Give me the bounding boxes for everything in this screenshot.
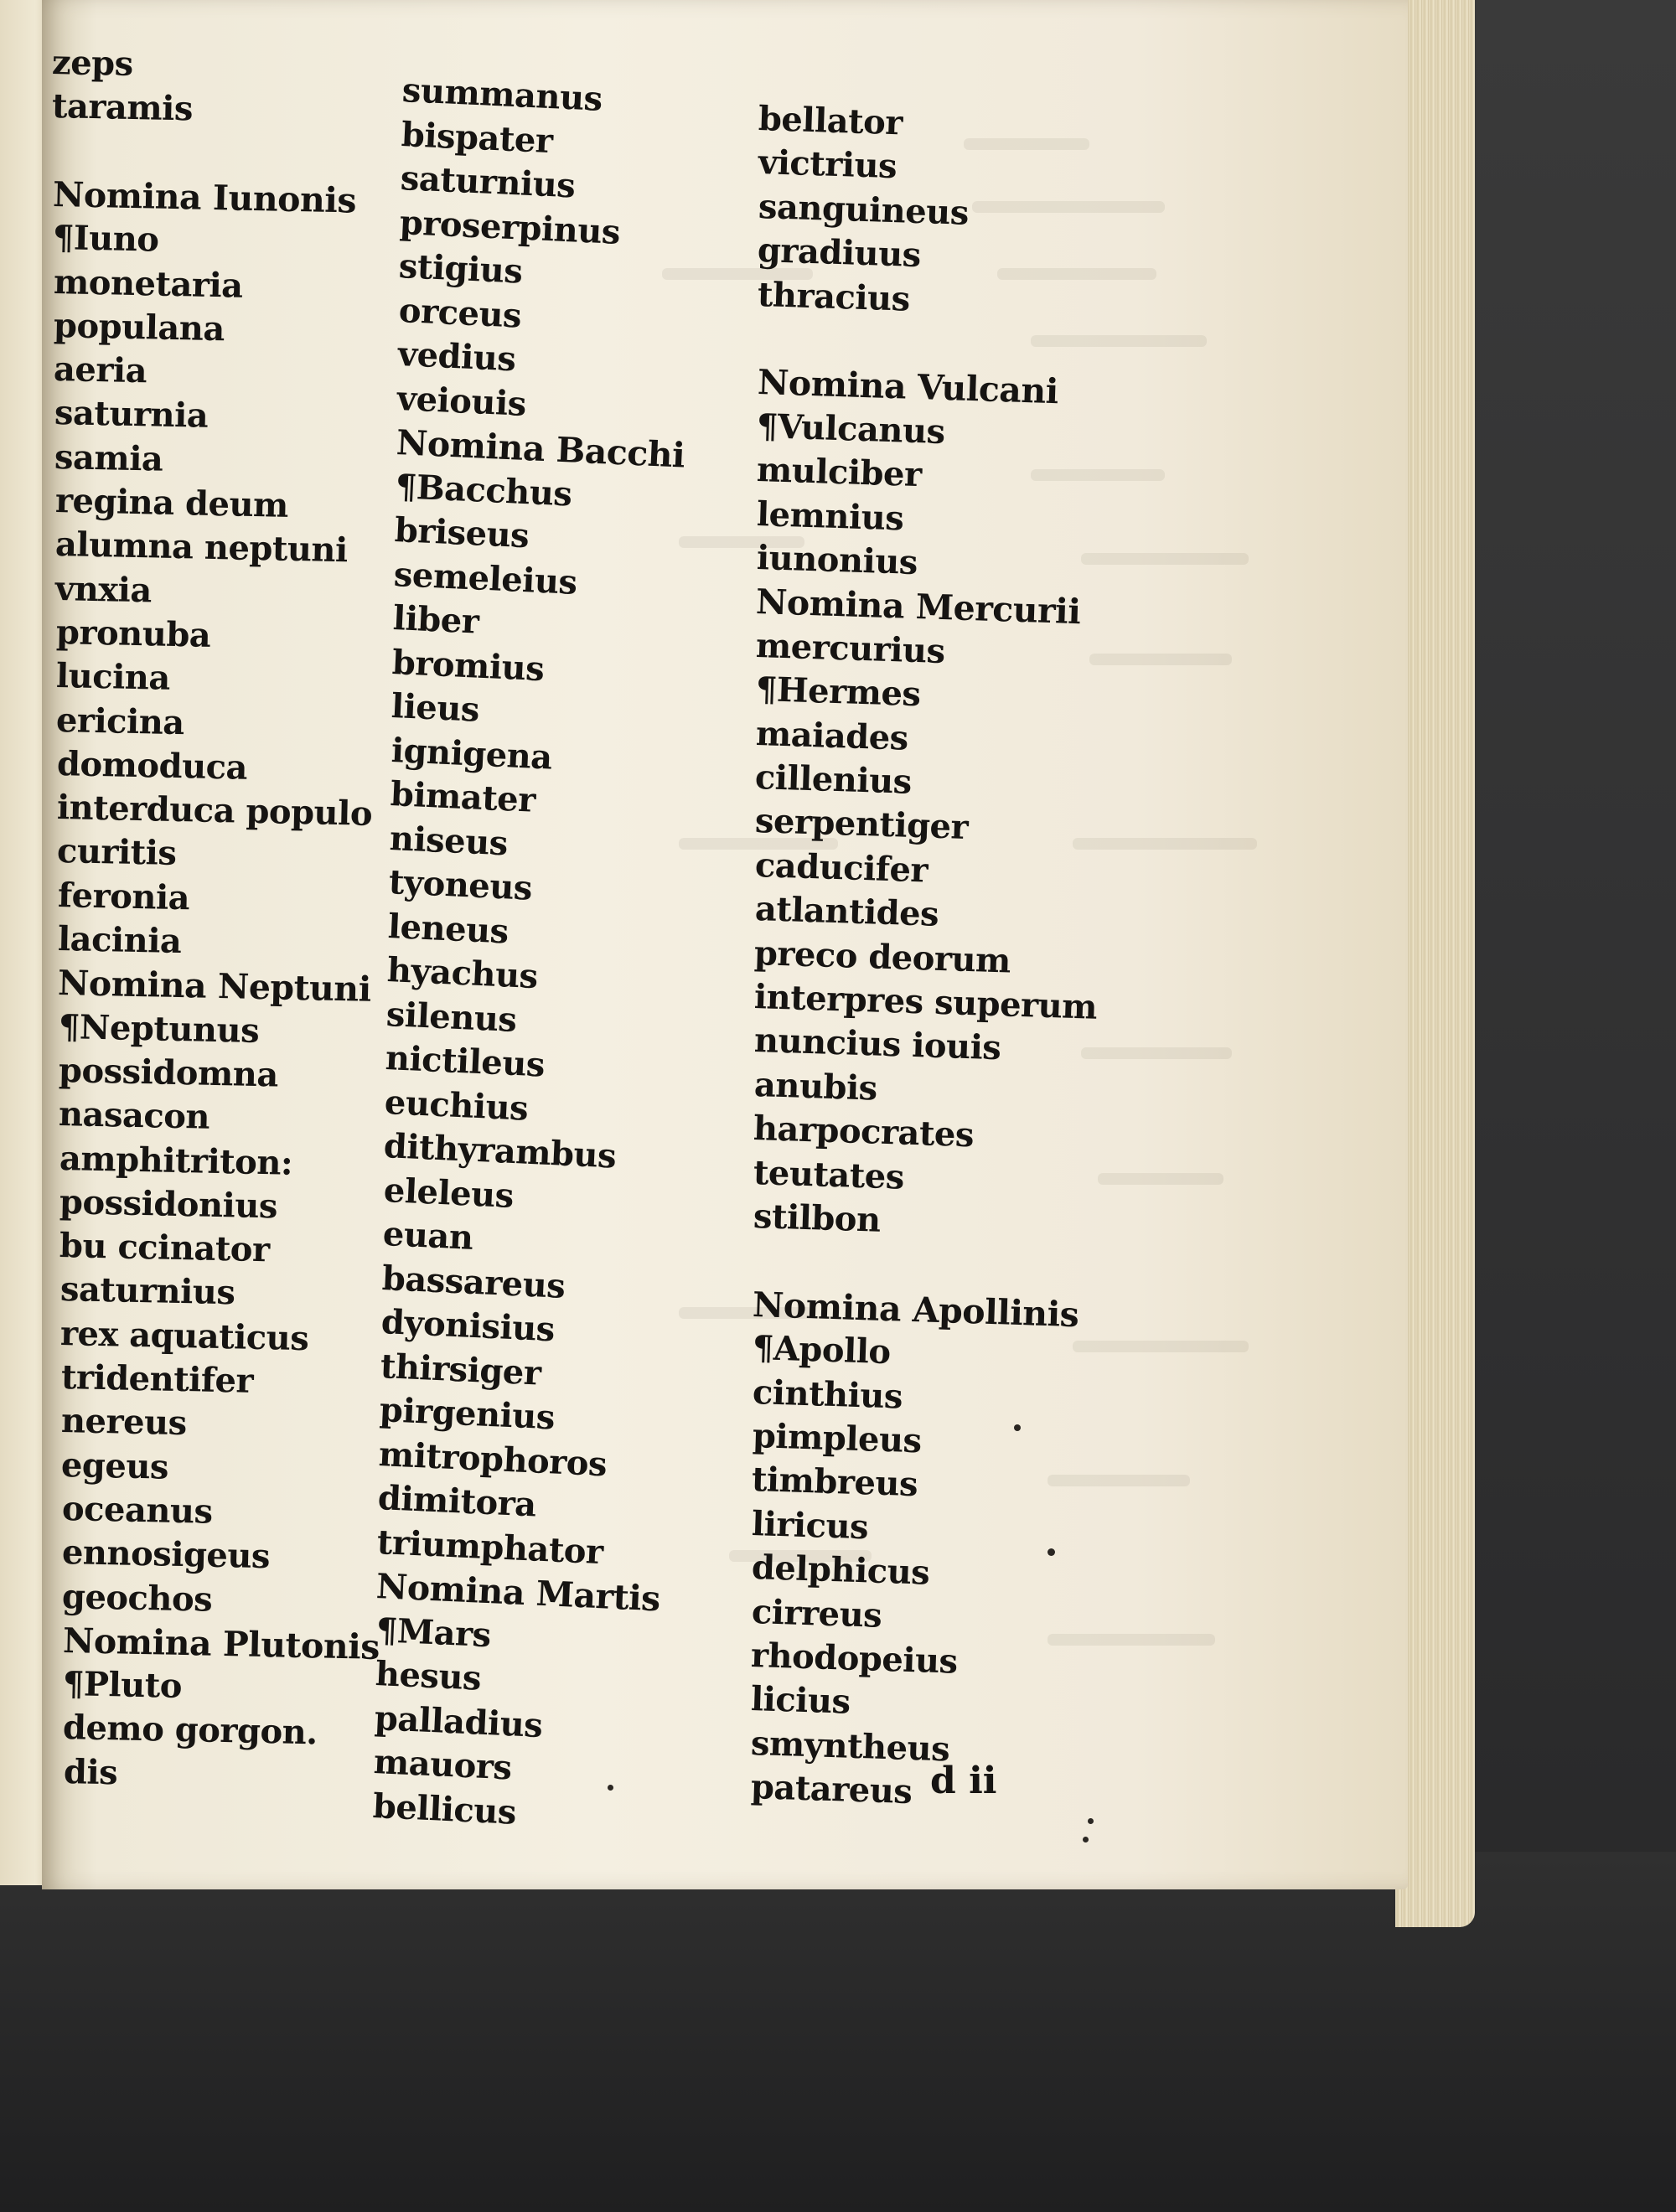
text-line: possidonius (59, 1181, 278, 1227)
text-line: lieus (391, 686, 481, 730)
text-line: tridentifer (60, 1357, 254, 1401)
text-line: Nomina Mercurii (755, 581, 1082, 633)
text-line: stilbon (753, 1196, 882, 1240)
text-column-1 (52, 0, 404, 1793)
text-line: demo gorgon. (62, 1708, 318, 1753)
text-line: Nomina Bacchi (395, 422, 686, 476)
text-column-2 (371, 0, 763, 1832)
signature-mark: d ii (930, 1760, 997, 1802)
text-line: cirreus (750, 1591, 882, 1636)
text-line: bromius (391, 642, 546, 689)
text-line: mauors (372, 1742, 513, 1788)
text-line: mulciber (756, 450, 923, 495)
text-line: ¶Mars (375, 1610, 492, 1655)
text-line: anubis (753, 1064, 877, 1109)
text-line: monetaria (53, 261, 243, 306)
text-line: Nomina Vulcani (756, 362, 1059, 412)
text-line: samia (54, 437, 163, 479)
text-line: domoduca (56, 743, 248, 788)
text-line: dimitora (377, 1478, 537, 1525)
text-line: patareus (749, 1767, 913, 1812)
text-column-3 (749, 0, 1127, 1812)
text-line: bu ccinator (59, 1226, 271, 1270)
text-line: euan (381, 1214, 474, 1258)
text-line: triumphator (376, 1522, 604, 1572)
text-line: Nomina Iunonis (52, 173, 357, 221)
text-line: populana (53, 305, 225, 349)
text-line: liricus (751, 1503, 869, 1548)
text-line: nictileus (385, 1038, 546, 1085)
text-line: interduca populo (56, 788, 373, 834)
text-line: nasacon (58, 1094, 210, 1137)
text-line: mitrophoros (378, 1434, 608, 1484)
text-line: serpentiger (754, 801, 969, 848)
text-line: thirsiger (379, 1346, 542, 1393)
text-line: teutates (753, 1152, 905, 1197)
text-line: delphicus (751, 1548, 930, 1593)
text-line: alumna neptuni (54, 525, 349, 571)
text-line: summanus (401, 70, 603, 119)
text-line: pronuba (55, 612, 211, 655)
text-line: nuncius iouis (753, 1021, 1001, 1068)
text-line: iunonius (755, 538, 918, 583)
text-line: ¶Iuno (52, 218, 160, 260)
text-line: saturnius (400, 158, 577, 206)
text-line: taramis (51, 86, 194, 129)
text-line: interpres superum (753, 977, 1098, 1027)
text-line: bellicus (371, 1786, 517, 1832)
text-line: pirgenius (378, 1390, 556, 1438)
text-line: proserpinus (399, 202, 622, 252)
text-line: vedius (396, 334, 517, 380)
text-line: nereus (60, 1401, 187, 1444)
text-line: lemnius (756, 494, 904, 539)
text-line: briseus (393, 510, 530, 556)
text-line: victrius (758, 142, 897, 187)
text-line: dithyrambus (383, 1126, 618, 1176)
text-line: dis (63, 1751, 118, 1793)
text-line: ignigena (390, 730, 553, 778)
text-line: hesus (374, 1654, 482, 1698)
text-line: ¶Bacchus (394, 466, 573, 514)
text-line: pimpleus (751, 1416, 922, 1461)
text-line: regina deum (54, 481, 288, 525)
text-line: amphitriton: (59, 1138, 293, 1183)
text-line: semeleius (393, 554, 578, 602)
text-line: Nomina Apollinis (752, 1284, 1080, 1336)
text-line: stigius (398, 246, 524, 292)
text-line: hyachus (385, 950, 539, 997)
text-line: cillenius (754, 757, 913, 802)
text-line: bispater (401, 114, 554, 161)
text-line: smyntheus (750, 1723, 950, 1770)
text-line: gradiuus (757, 230, 922, 276)
text-line: Nomina Plutonis (62, 1620, 380, 1667)
text-line: rex aquaticus (59, 1313, 309, 1358)
text-line: eleleus (382, 1170, 515, 1216)
text-line: ¶Neptunus (58, 1006, 260, 1051)
text-line: silenus (385, 994, 518, 1040)
text-line: palladius (373, 1698, 544, 1745)
text-line: tyoneus (387, 862, 533, 908)
text-line: possidomna (58, 1050, 279, 1095)
text-line: ¶Vulcanus (756, 406, 946, 452)
text-line: maiades (754, 713, 908, 758)
text-line: lucina (55, 656, 171, 699)
text-line: licius (750, 1679, 851, 1723)
text-line: dyonisius (380, 1302, 556, 1350)
text-line: sanguineus (757, 186, 970, 233)
text-line: harpocrates (753, 1109, 975, 1155)
text-line: preco deorum (753, 933, 1011, 981)
text-line: mercurius (755, 625, 946, 671)
text-line: Nomina Neptuni (57, 963, 372, 1010)
text-line: veiouis (396, 378, 527, 424)
text-line: orceus (397, 290, 522, 336)
text-line: Nomina Martis (375, 1566, 662, 1620)
text-line: ericina (55, 700, 185, 742)
text-line: timbreus (751, 1460, 918, 1505)
text-line: ennosigeus (61, 1532, 271, 1577)
text-line: leneus (386, 906, 510, 951)
text-line: bassareus (380, 1258, 566, 1306)
text-line: geochos (61, 1576, 213, 1620)
text-line: bimater (389, 774, 536, 820)
text-line: saturnius (59, 1269, 235, 1313)
text-line: ¶Apollo (752, 1328, 892, 1372)
text-line: atlantides (753, 889, 939, 935)
text-line: lacinia (57, 919, 182, 962)
text-line: zeps (51, 43, 134, 85)
text-line: cinthius (752, 1372, 903, 1417)
text-line: oceanus (61, 1488, 213, 1532)
text-line: thracius (757, 274, 911, 319)
text-line: vnxia (54, 568, 153, 610)
text-line: ¶Hermes (755, 669, 921, 715)
text-line: euchius (384, 1082, 530, 1129)
text-line: liber (392, 598, 480, 642)
text-line: bellator (758, 99, 903, 143)
text-line: rhodopeius (750, 1636, 959, 1682)
text-line: niseus (388, 818, 509, 863)
text-line: curitis (56, 831, 178, 874)
text-line: caducifer (754, 845, 929, 891)
text-line: ¶Pluto (62, 1664, 183, 1707)
text-line: saturnia (54, 393, 209, 437)
text-line: aeria (53, 349, 147, 391)
text-line: egeus (60, 1445, 169, 1487)
text-line: feronia (57, 875, 190, 917)
